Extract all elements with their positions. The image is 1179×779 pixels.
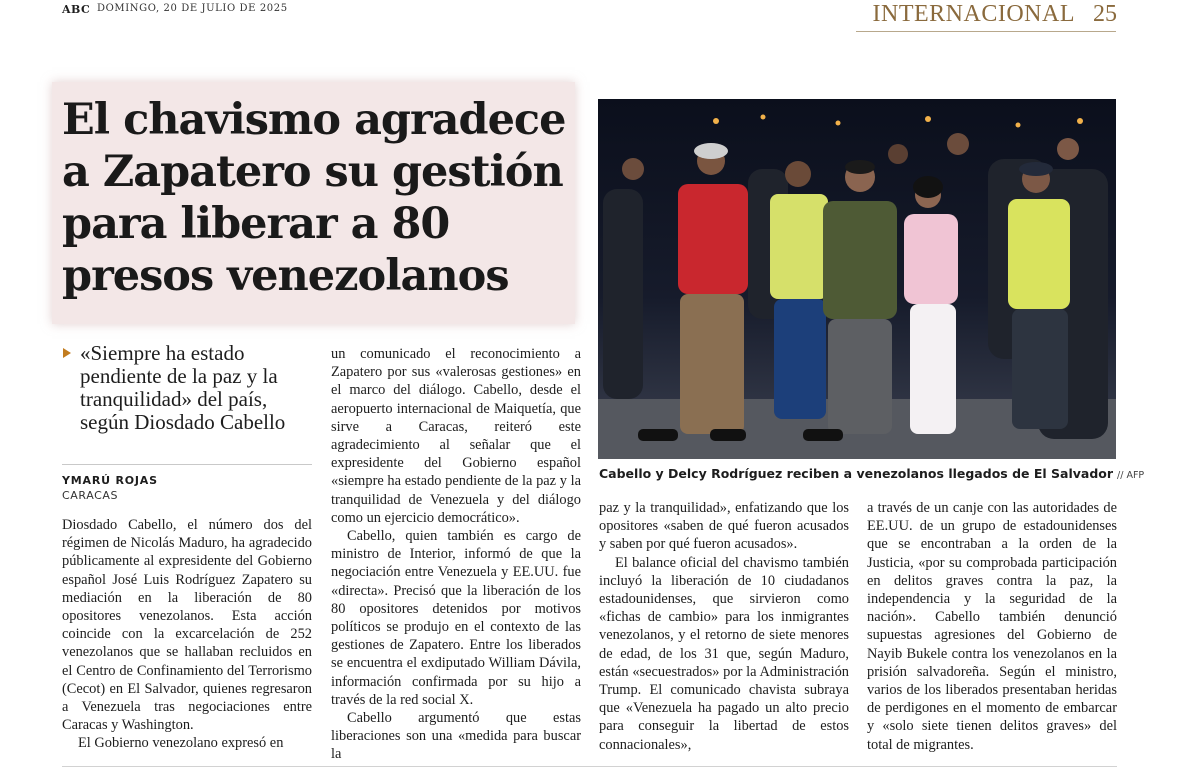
body-column-2 — [331, 345, 581, 764]
dateline-location: CARACAS — [62, 489, 119, 502]
news-photo — [598, 99, 1116, 459]
body-column-4 — [867, 499, 1117, 754]
page-number: 25 — [1093, 1, 1117, 27]
photo-credit: // AFP — [1117, 470, 1145, 481]
photo-caption — [599, 466, 1145, 481]
header-rule — [856, 31, 1116, 32]
body-paragraph: El Gobierno venezolano expresó en — [78, 735, 284, 752]
byline-divider — [62, 464, 312, 465]
body-paragraph: a través de un canje con las autoridades de EE.UU. de un grupo de estadounidenses que se encontraban a la orden de la Justicia, «por su comprobada participación en delitos graves contra la paz, la independencia y la seguridad de la nación». Cabello también denunció supuestas agresiones del Gobierno de Nayib Bukele contra los venezolanos en la prisión salvadoreña. Según el ministro, varios de los liberados presentaban heridas de perdigones en el momento de embarcar y «solo siete tienen delitos graves» del total de migrantes. — [867, 500, 1117, 753]
author-name: YMARÚ ROJAS — [62, 474, 158, 487]
subheadline: «Siempre ha estado pendiente de la paz y la tranquilidad» del país, según Diosdado Cabello — [80, 341, 286, 434]
body-paragraph: Cabello, quien también es cargo de ministro de Interior, informó de que la negociación entre Venezuela y EE.UU. fue «directa». Precisó que la liberación de los 80 opositores detenidos por motivos políticos se produjo en el contexto de las gestiones de Zapatero. Entre los liberados se encuentra el exdiputado William Dávila, información confirmada por su hijo a través de la red social X. — [331, 528, 581, 708]
publication-name: ABC — [62, 3, 91, 16]
body-paragraph: El balance oficial del chavismo también incluyó la liberación de 10 ciudadanos estadounidenses, que sirvieron como «fichas de cambio» para los inmigrantes venezolanos, y el retorno de siete menores de edad, de los 31 que, según Maduro, están «secuestrados» por la Administración Trump. El comunicado chavista subraya que «Venezuela ha pagado un alto precio para conseguir la libertad de estos connacionales», — [599, 554, 849, 753]
headline: El chavismo agradece a Zapatero su gestión para liberar a 80 presos venezolanos — [62, 95, 566, 301]
caption-text: Cabello y Delcy Rodríguez reciben a venezolanos llegados de El Salvador — [599, 466, 1114, 481]
section-name: INTERNACIONAL — [872, 1, 1075, 27]
photo-image — [598, 99, 1116, 459]
body-paragraph: Diosdado Cabello, el número dos del régimen de Nicolás Maduro, ha agradecido públicamente al expresidente del Gobierno español José Luis Rodríguez Zapatero su mediación en la liberación de 80 opositores venezolanos. Esta acción coincide con la excarcelación de 252 venezolanos que se hallaban recluidos en el Centro de Confinamiento del Terrorismo (Cecot) en El Salvador, quienes regresaron a Venezuela tras negociaciones entre Caracas y Washington. — [62, 517, 312, 734]
body-paragraph: paz y la tranquilidad», enfatizando que los opositores «saben de qué fueron acusados y saben por qué fueron acusados». — [599, 500, 849, 553]
page-header — [0, 0, 1179, 30]
body-paragraph: Cabello argumentó que estas liberaciones son una «medida para buscar la — [331, 710, 581, 763]
bullet-arrow-icon — [63, 348, 71, 358]
publication-date: DOMINGO, 20 DE JULIO DE 2025 — [97, 3, 288, 14]
body-column-3 — [599, 499, 849, 754]
body-column-1 — [62, 516, 312, 753]
footer-rule — [62, 766, 1117, 767]
body-paragraph: un comunicado el reconocimiento a Zapatero por sus «valerosas gestiones» en el marco del diálogo. Cabello, desde el aeropuerto internacional de Maiquetía, que sirve a Caracas, reiteró este agradecimiento al señalar que el expresidente del Gobierno español «siempre ha estado pendiente de la paz y la tranquilidad de Venezuela y del diálogo como un ejercicio democrático». — [331, 346, 581, 526]
